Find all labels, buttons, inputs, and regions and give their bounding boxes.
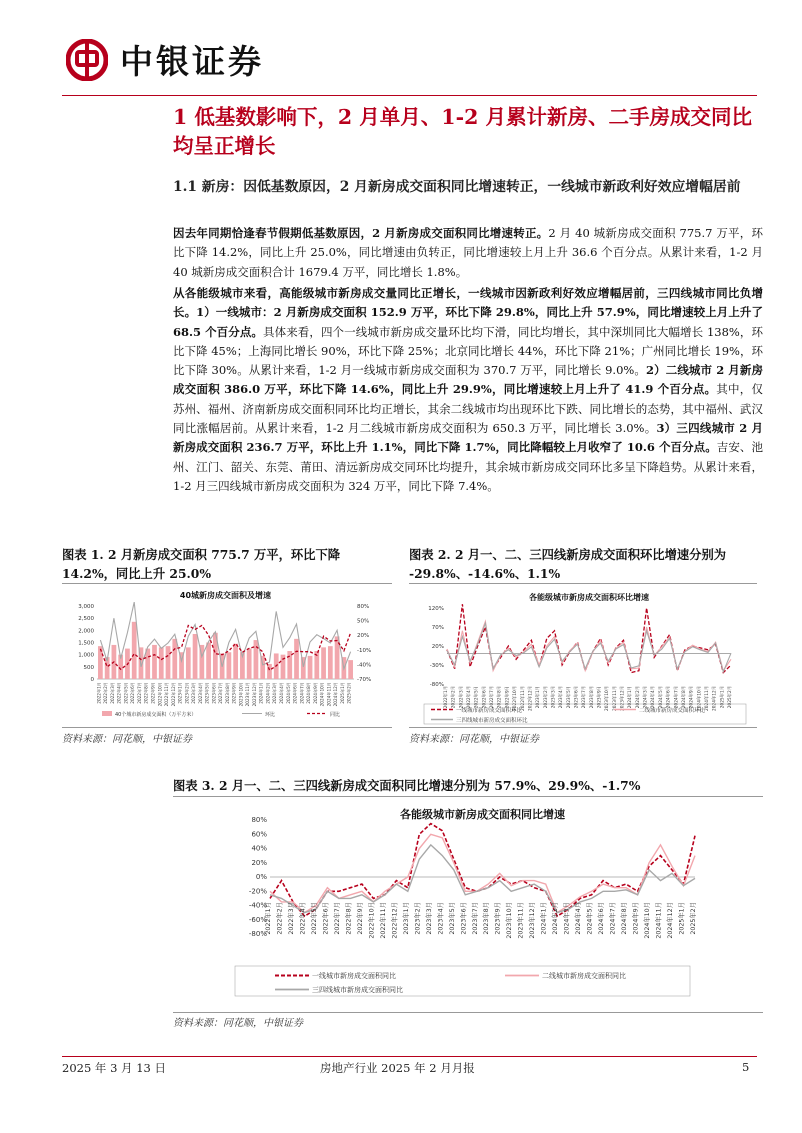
chart-3-y-tick: 40% [251,844,267,853]
chart-3-x-tick: 2024年12月 [667,902,675,939]
figure-1-bottom-rule [62,727,392,728]
chart-2-x-tick: 2022年1月 [444,686,449,709]
chart-1-x-tick: 2023年1月 [177,682,183,704]
figure-3-source: 资料来源：同花顺，中银证券 [173,1018,303,1029]
chart-2-x-tick: 2024年4月 [651,686,657,709]
chart-2-legend-label: 三四线城市新房成交面积环比 [456,718,528,724]
header-rule [62,95,757,96]
chart-1-bar [166,646,171,679]
chart-3-y-tick: -80% [248,930,267,938]
chart-3-x-tick: 2022年7月 [333,902,341,935]
chart-1-x-tick: 2023年10月 [238,682,244,707]
chart-1-left-tick: 3,000 [78,604,94,610]
chart-2-x-tick: 2023年2月 [543,686,549,709]
chart-2-y-tick: 20% [431,644,444,650]
chart-1-bar [193,634,198,679]
chart-3-y-tick: 60% [251,830,267,839]
chart-2-x-tick: 2023年11月 [612,686,618,711]
footer-rule [62,1056,757,1057]
chart-3-x-tick: 2024年10月 [644,902,652,939]
chart-3-x-tick: 2024年7月 [609,902,617,935]
bank-of-china-logo-icon [66,39,108,81]
chart-3-x-tick: 2025年2月 [690,902,697,935]
figure-3-bottom-rule [173,1012,763,1013]
chart-1-x-tick: 2022年3月 [109,682,115,704]
paragraph-2-detail-1: 具体来看，四个一线城市新房成交量环比均下滑，同比均增长，其中深圳同比大幅增长 138%，环比下降 45%；上海同比增长 90%，环比下降 25%；北京同比增长 44%，环比下降 21%；广州同比增长 19%，环比下降 30%。从累计来看，1-2 月一线城市新房成交面积为 370.7 万平，同比增长 9.0%。 [173,324,764,378]
chart-1-right-tick: 20% [357,633,370,640]
chart-1-left-tick: 2,500 [78,616,94,623]
paragraph-1 [173,224,763,282]
chart-3-y-tick: 0% [255,873,267,881]
chart-1-x-tick: 2022年11月 [164,682,170,707]
chart-1-x-tick: 2023年11月 [245,682,251,707]
chart-1-title: 40城新房成交面积及增速 [179,591,272,600]
chart-1-bar [186,647,191,679]
chart-1-x-tick: 2023年5月 [204,682,210,704]
subsection-heading: 1.1 新房：因低基数原因，2 月新房成交面积同比增速转正，一线城市新政利好效应增幅居前 [173,179,741,195]
paragraph-2-tier2: 2）二线城市 2 月新房成交面积 386.0 万平，环比下降 14.6%，同比上升 29.9%，同比增速较上月上升了 41.9 个百分点。 [173,363,763,397]
chart-3-x-tick: 2022年8月 [345,902,353,935]
chart-1-x-tick: 2024年12月 [333,682,339,707]
chart-3-x-tick: 2022年12月 [391,902,399,939]
chart-2-x-tick: 2024年2月 [635,686,641,709]
chart-1-bar [328,646,333,679]
chart-1-x-tick: 2024年4月 [278,682,284,704]
chart-1-bar [308,656,313,679]
footer-report-title: 房地产行业 2025 年 2 月月报 [320,1061,475,1075]
chart-1-x-tick: 2023年6月 [211,682,217,704]
chart-3-x-tick: 2024年9月 [632,902,640,935]
figure-2-caption-rule [409,583,757,584]
chart-2-x-tick: 2022年2月 [451,686,457,709]
figure-3-caption-rule [173,796,763,797]
chart-3-title: 各能级城市新房成交面积同比增速 [400,808,565,821]
paragraph-1-lead: 因去年同期恰逢春节假期低基数原因，2 月新房成交面积同比增速转正。 [173,226,549,240]
chart-2-x-tick: 2025年2月 [728,686,733,709]
chart-3-legend-label: 三四线城市新房成交面积同比 [312,986,403,994]
chart-1-bar [254,640,259,679]
chart-3-y-tick: 20% [251,858,267,867]
chart-2-x-tick: 2022年3月 [459,686,465,709]
chart-2-x-tick: 2024年5月 [658,686,664,709]
footer-date: 2025 年 3 月 13 日 [62,1061,166,1075]
chart-2-legend-label: 二线城市新房成交面积环比 [639,708,706,714]
chart-2-y-tick: -30% [429,663,444,669]
chart-1-x-tick: 2022年12月 [170,682,176,707]
chart-1-x-tick: 2024年11月 [326,682,332,707]
chart-2-x-tick: 2022年11月 [520,686,526,711]
chart-1-x-tick: 2024年10月 [319,682,325,707]
chart-1-bar [159,647,164,679]
chart-2-x-tick: 2024年11月 [704,686,710,711]
chart-1-bar [206,643,211,680]
chart-3-x-tick: 2022年4月 [299,902,307,935]
chart-2-x-tick: 2023年5月 [566,686,572,709]
chart-3-x-tick: 2023年6月 [460,902,468,935]
chart-3-x-tick: 2024年1月 [540,902,548,935]
chart-1-bar [267,664,272,679]
chart-2-x-tick: 2022年12月 [528,686,534,711]
chart-3-x-tick: 2022年9月 [356,902,364,935]
chart-2-title: 各能级城市新房成交面积环比增速 [529,593,649,602]
chart-1-x-tick: 2024年5月 [285,682,291,704]
chart-3-x-tick: 2023年11月 [517,902,525,939]
chart-1-x-tick: 2022年10月 [157,682,163,707]
chart-1-right-tick: -70% [357,677,372,683]
chart-1-x-tick: 2022年4月 [116,682,122,704]
chart-2-x-tick: 2024年12月 [712,686,718,711]
chart-1-right-tick: -40% [357,662,372,669]
chart-3-x-tick: 2024年11月 [655,902,663,939]
chart-1-x-tick: 2024年6月 [292,682,298,704]
chart-1-x-tick: 2022年2月 [103,682,109,704]
chart-3-y-tick: -40% [248,901,267,910]
chart-2-x-tick: 2024年7月 [674,686,680,709]
chart-2-legend-label: 一线城市新房成交面积环比 [456,708,523,714]
chart-1-bar [287,651,292,679]
chart-3-x-tick: 2024年8月 [621,902,629,935]
chart-40-city-area [62,586,392,726]
chart-2-x-tick: 2024年1月 [628,686,634,709]
chart-1-bar [294,639,299,679]
chart-2-x-tick: 2022年4月 [467,686,473,709]
chart-1-legend-mom: 环比 [265,712,276,718]
figure-2-caption: 图表 2. 2 月一、二、三四线新房成交面积环比增速分别为 -29.8%、-14.6%、1.1% [409,547,727,581]
chart-1-bar [348,660,353,679]
chart-3-x-tick: 2023年5月 [448,902,456,935]
chart-1-bar [321,647,326,679]
chart-2-x-tick: 2022年9月 [505,686,511,709]
chart-2-x-tick: 2023年9月 [597,686,603,709]
paragraph-2-tier3: 3）三四线城市 2 月新房成交面积 236.7 万平，环比上升 1.1%，同比下降 1.7%，同比降幅较上月收窄了 10.6 个百分点。 [173,421,763,455]
chart-3-legend-label: 二线城市新房成交面积同比 [542,972,626,980]
chart-3-x-tick: 2022年5月 [310,902,318,935]
section-heading: 1 低基数影响下，2 月单月、1-2 月累计新房、二手房成交同比均呈正增长 [173,105,752,158]
chart-2-x-tick: 2022年8月 [497,686,503,709]
chart-3-y-tick: -20% [248,887,267,896]
chart-2-y-tick: 120% [428,606,444,612]
chart-2-x-tick: 2023年7月 [582,686,588,709]
chart-1-x-tick: 2023年9月 [231,682,237,704]
chart-1-left-tick: 500 [83,664,94,671]
chart-1-x-tick: 2024年7月 [299,682,305,704]
chart-2-x-tick: 2025年1月 [720,686,726,709]
brand-logo [66,36,264,83]
chart-1-x-tick: 2022年7月 [136,682,142,704]
chart-1-yoy-line [100,626,350,671]
chart-2-x-tick: 2024年6月 [666,686,672,709]
chart-1-left-tick: 1,500 [78,640,94,647]
chart-3-x-tick: 2022年3月 [287,902,295,935]
chart-2-x-tick: 2024年9月 [689,686,695,709]
chart-1-bar [132,622,137,679]
chart-3-x-tick: 2024年6月 [598,902,606,935]
chart-1-right-tick: 50% [357,618,370,625]
chart-3-series-line [270,834,695,912]
footer-page-number: 5 [742,1060,750,1074]
chart-3-x-tick: 2022年1月 [265,902,272,935]
chart-2-x-tick: 2023年1月 [536,686,542,709]
chart-3-legend-box [235,966,690,996]
chart-mom-growth [409,586,757,726]
chart-3-x-tick: 2024年2月 [552,902,560,935]
chart-2-x-tick: 2023年3月 [551,686,557,709]
chart-1-bar [152,645,157,679]
chart-yoy-growth [225,800,705,1008]
chart-1-x-tick: 2023年2月 [184,682,190,704]
chart-1-legend-bar-swatch [102,711,112,716]
chart-1-x-tick: 2022年9月 [150,682,156,704]
figure-2-source: 资料来源：同花顺，中银证券 [409,734,539,745]
chart-3-x-tick: 2023年8月 [483,902,491,935]
chart-3-x-tick: 2023年3月 [425,902,433,935]
chart-1-mom-line [100,602,350,669]
figure-1-source: 资料来源：同花顺，中银证券 [62,734,192,745]
chart-3-x-tick: 2025年1月 [678,902,686,935]
chart-1-x-tick: 2023年8月 [224,682,230,704]
chart-3-x-tick: 2022年10月 [368,902,376,939]
chart-1-x-tick: 2022年5月 [123,682,129,704]
chart-1-legend-yoy: 同比 [330,712,341,718]
paragraph-2-lead: 从各能级城市来看，高能级城市新房成交量同比正增长，一线城市因新政利好效应增幅居前，三四线城市同比负增长。1）一线城市：2 月新房成交面积 152.9 万平，环比下降 29.8%，同比上升 57.9%，同比增速较上月上升了 68.5 个百分点。 [173,286,763,339]
chart-3-x-tick: 2023年4月 [437,902,445,935]
chart-1-bar [172,639,177,679]
chart-2-x-tick: 2022年5月 [474,686,480,709]
chart-2-x-tick: 2023年12月 [620,686,626,711]
brand-name: 中银证券 [120,42,264,81]
chart-1-x-tick: 2024年3月 [272,682,278,704]
paragraph-2-detail-2: 其中，仅苏州、福州、济南新房成交面积同环比均正增长，其余二线城市均出现环比下跌、同比增长的态势，其中福州、武汉同比涨幅居前。从累计来看，1-2 月二线城市新房成交面积为 650.3 万平，同比增长 3.0%。 [173,382,763,436]
chart-1-left-tick: 2,000 [78,628,94,635]
chart-1-x-tick: 2024年1月 [258,682,264,704]
chart-1-right-tick: 80% [357,604,370,610]
chart-1-bar [227,652,232,679]
chart-3-x-tick: 2022年2月 [276,902,284,935]
chart-2-x-tick: 2023年8月 [589,686,595,709]
chart-3-x-tick: 2023年7月 [471,902,479,935]
chart-1-x-tick: 2022年8月 [143,682,149,704]
figure-2-bottom-rule [409,727,757,728]
chart-2-y-tick: 70% [431,625,444,631]
chart-1-x-tick: 2025年1月 [339,682,345,704]
figure-1-caption-rule [62,583,392,584]
chart-3-y-tick: 80% [251,816,267,824]
chart-2-x-tick: 2024年10月 [697,686,703,711]
chart-1-left-tick: 1,000 [78,652,94,659]
chart-3-x-tick: 2024年4月 [575,902,583,935]
chart-3-x-tick: 2023年2月 [414,902,422,935]
chart-3-y-tick: -60% [248,915,267,924]
chart-2-x-tick: 2022年6月 [482,686,488,709]
chart-2-x-tick: 2024年3月 [643,686,649,709]
chart-2-x-tick: 2023年4月 [559,686,565,709]
chart-3-x-tick: 2023年12月 [529,902,537,939]
chart-3-x-tick: 2023年9月 [494,902,502,935]
chart-1-x-tick: 2023年4月 [197,682,203,704]
chart-3-x-tick: 2024年3月 [563,902,571,935]
chart-2-x-tick: 2023年6月 [574,686,580,709]
chart-1-left-tick: 0 [90,677,94,683]
chart-3-x-tick: 2023年10月 [506,902,514,939]
paragraph-2-detail-3: 吉安、池州、江门、韶关、东莞、莆田、清远新房成交同环比均提升，其余城市新房成交同环比多呈下降趋势。从累计来看，1-2 月三四线城市新房成交面积为 324 万平，同比下降 7.4%。 [173,440,764,493]
chart-3-x-tick: 2022年6月 [322,902,330,935]
chart-3-x-tick: 2024年5月 [586,902,594,935]
chart-3-x-tick: 2023年1月 [402,902,410,935]
chart-3-x-tick: 2022年11月 [379,902,387,939]
chart-1-bar [247,649,252,679]
chart-1-x-tick: 2024年9月 [312,682,318,704]
chart-1-bar [98,646,103,679]
chart-1-bar [233,644,238,679]
paragraph-2 [173,284,763,496]
paragraph-1-body: 2 月 40 城新房成交面积 775.7 万平，环比下降 14.2%，同比上升 25.0%，同比增速由负转正，同比增速较上月上升 36.6 个百分点。从累计来看，1-2 月 40 城新房成交面积合计 1679.4 万平，同比增长 1.8%。 [173,226,763,279]
chart-2-x-tick: 2022年7月 [490,686,496,709]
chart-1-legend-bar: 40个城市新房成交面积（万平方米） [115,712,197,718]
figure-3-caption: 图表 3. 2 月一、二、三四线新房成交面积同比增速分别为 57.9%、29.9%、-1.7% [173,778,641,793]
chart-2-x-tick: 2023年10月 [605,686,611,711]
chart-1-x-tick: 2024年2月 [265,682,271,704]
chart-1-x-tick: 2022年1月 [96,682,102,704]
figure-1-caption: 图表 1. 2 月新房成交面积 775.7 万平，环比下降 14.2%，同比上升 25.0% [62,547,341,581]
chart-1-x-tick: 2023年12月 [251,682,257,707]
chart-2-x-tick: 2024年8月 [681,686,687,709]
chart-3-legend-label: 一线城市新房成交面积同比 [312,972,396,980]
chart-2-x-tick: 2022年10月 [513,686,519,711]
chart-1-x-tick: 2025年2月 [346,682,352,704]
chart-1-x-tick: 2023年7月 [218,682,224,704]
chart-1-x-tick: 2023年3月 [191,682,197,704]
chart-2-y-tick: -80% [429,682,444,688]
chart-1-right-tick: -10% [357,647,372,654]
chart-1-x-tick: 2024年8月 [306,682,312,704]
chart-1-x-tick: 2022年6月 [130,682,136,704]
